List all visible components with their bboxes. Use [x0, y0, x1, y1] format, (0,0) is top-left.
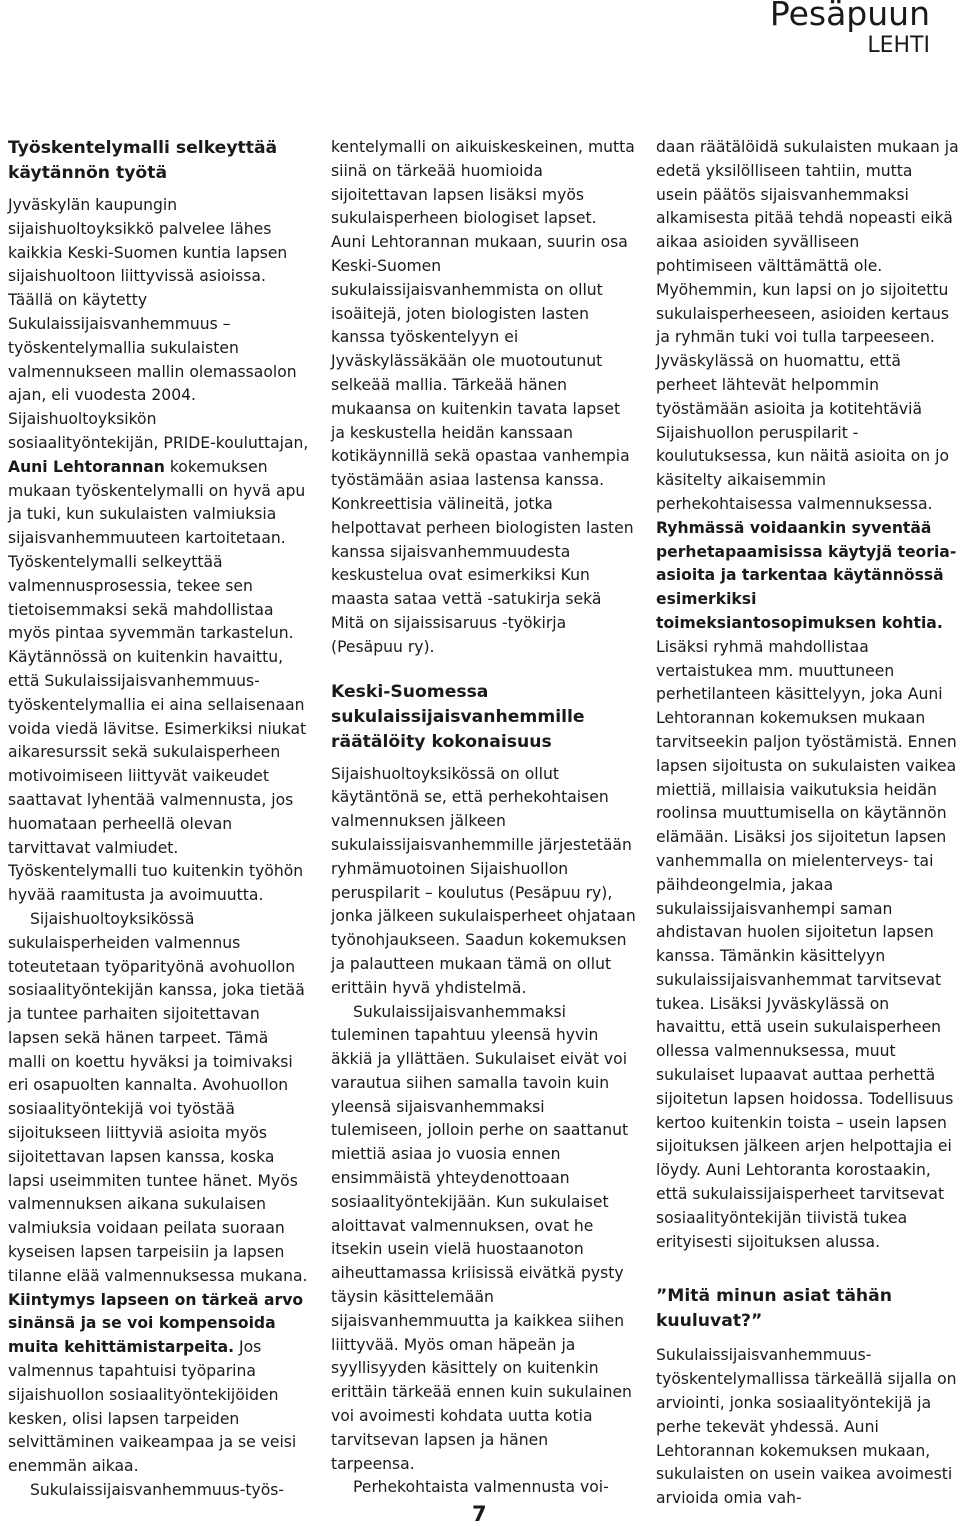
masthead-title: Pesäpuun — [769, 0, 930, 33]
article-heading: Työskentelymalli selkeyttää käytännön työtä — [8, 138, 278, 183]
text: kokemuksen mukaan työskentelymalli on hyvä apu ja tuki, kun sukulaisten valmiuksia sijaisvanhemmuuteen kartoitetaan. Työskentelymalli selkeyttää valmennusprosessia, tekee sen tietoisemmaksi sekä mahdollistaa myös pintaa syvemmän tarkastelun. Käytännössä on kuitenkin havaittu, että Sukulaissijaisvanhemmuus-työskentelymallia ei aina sellaisenaan voida viedä lävitse. Esimerkiksi niukat aikaresurssit sekä sukulaisperheen motivoimiseen liittyvät vaikeudet saattavat lyhentää valmennusta, jos huomataan perheellä olevan tarvittavat valmiudet. Työskentelymalli tuo kuitenkin työhön hyvää raamitusta ja avoimuutta. — [8, 457, 307, 905]
bold-name: Auni Lehtorannan — [8, 457, 165, 476]
text: Sijaishuoltoyksikössä sukulaisperheiden valmennus toteutetaan työparityönä avohuollon sosiaalityöntekijän kanssa, joka tietää ja tuntee parhaiten sijoitettavan lapsen sekä hänen tarpeet. Tämä malli on koettu hyväksi ja toimivaksi eri osapuolten kannalta. Avohuollon sosiaalityöntekijä voi työstää sijoitukseen liittyviä asioita myös sijoitettavan lapsen kanssa, koska lapsi useimmiten tuntee hänet. Myös valmennuksen aikana sukulaisen valmiuksia voidaan peilata suoraan kyseisen lapsen tarpeisiin ja lapsen tilanne elää valmennuksessa mukana. — [8, 909, 308, 1285]
paragraph: Sijaishuoltoyksikössä on ollut käytäntönä se, että perhekohtaisen valmennuksen jälkeen sukulaissijaisvanhemmille järjestetään ryhmämuotoinen Sijaishuollon peruspilarit – koulutus (Pesäpuu ry), jonka jälkeen sukulaisperheet ohjataan työnohjaukseen. Saadun kokemuksen ja palautteen mukaan tämä on ollut erittäin hyvä yhdistelmä. — [331, 764, 636, 997]
paragraph: kentelymalli on aikuiskeskeinen, mutta siinä on tärkeää huomioida sijoitettavan lapsen lisäksi myös sukulaisperheen biologiset lapset. Auni Lehtorannan mukaan, suurin osa Keski-Suomen sukulaissijaisvanhemmista on ollut isoäitejä, joten biologisten lasten kanssa työskentelyyn ei Jyväskylässäkään ole muotoutunut selkeää mallia. Tärkeää hänen mukaansa on kuitenkin tavata lapset ja keskustella heidän kanssaan kotikäynnillä sekä opastaa vanhempia työstämään asiaa lastensa kanssa. Konkreettisia välineitä, jotka helpottavat perheen biologisten lasten kanssa sijaisvanhemmuudesta keskustelua ovat esimerkiksi Kun maasta sataa vettä -satukirja sekä Mitä on sijaissisaruus -työkirja (Pesäpuu ry). — [331, 138, 635, 656]
paragraph: Sukulaissijaisvanhemmuus-työs- — [30, 1481, 285, 1500]
masthead-subtitle: LEHTI — [867, 33, 930, 58]
paragraph: Perhekohtaista valmennusta voi- — [353, 1478, 609, 1497]
section-heading: ”Mitä minun asiat tähän kuuluvat?” — [656, 1286, 892, 1332]
paragraph — [656, 136, 959, 1254]
text: Jyväskylän kaupungin sijaishuoltoyksikkö palvelee lähes kaikkia Keski-Suomen kuntia lapsen sijaishuoltoon liittyvissä asioissa. Täällä on käytetty Sukulaissijaisvanhemmuus – työskentelymallia sukulaisten valmennukseen mallin olemassaolon ajan, eli vuodesta 2004. Sijaishuoltoyksikön sosiaalityöntekijän, PRIDE-kouluttajan, — [8, 196, 309, 452]
column-3 — [656, 136, 959, 1511]
masthead — [770, 0, 930, 59]
bold-emphasis: Kiintymys lapseen on tärkeä arvo sinänsä ja se voi kompensoida muita kehittämistarpeita. — [8, 1290, 304, 1357]
paragraph: Sukulaissijaisvanhemmuus-työskentelymallissa tärkeällä sijalla on arviointi, jonka sosiaalityöntekijä ja perhe tekevät yhdessä. Auni Lehtorannan kokemuksen mukaan, sukulaisten on usein vaikea avoimesti arvioida omia vah- — [656, 1346, 957, 1508]
text: daan räätälöidä sukulaisten mukaan ja edetä yksilölliseen tahtiin, mutta usein päätös sijaisvanhemmaksi alkamisesta pitää tehdä nopeasti eikä aikaa asioiden syvälliseen pohtimiseen välttämättä ole. Myöhemmin, kun lapsi on jo sijoitettu sukulaisperheeseen, asioiden kertaus ja ryhmän tuki voi tulla tarpeeseen. Jyväskylässä on huomattu, että perheet lähtevät helpommin työstämään asioita ja kotitehtäviä Sijaishuollon peruspilarit -koulutuksessa, kun näitä asioita on jo käsitelty aikaisemmin perhekohtaisessa valmennuksessa. — [656, 138, 959, 513]
text: Jos valmennus tapahtuisi työparina sijaishuollon sosiaalityöntekijöiden kesken, olisi lapsen tarpeiden selvittäminen vaikeampaa ja se veisi enemmän aikaa. — [8, 1338, 297, 1476]
paragraph: Sukulaissijaisvanhemmaksi tuleminen tapahtuu yleensä hyvin äkkiä ja yllättäen. Sukulaiset eivät voi varautua siihen samalla tavoin kuin yleensä sijaisvanhemmaksi tulemiseen, jolloin perhe on saattanut miettiä asiaa jo vuosia ennen ensimmäistä yhteydenottoaan sosiaalityöntekijään. Kun sukulaiset aloittavat valmennuksen, ovat he itsekin usein vielä huostaanoton aiheuttamassa kriisissä eivätkä pysty täysin käsittelemään sijaisvanhemmuutta ja kaikkea siihen liittyvää. Myös oman häpeän ja syyllisyyden käsittely on kuitenkin erittäin tärkeää ennen kuin sukulainen voi avoimesti kohdata uutta kotia tarvitsevan lapsen ja hänen tarpeensa. — [331, 1002, 632, 1473]
paragraph — [8, 908, 310, 1479]
bold-emphasis: Ryhmässä voidaankin syventää perhetapaamisissa käytyjä teoria-asioita ja tarkentaa käytännössä esimerkiksi toimeksiantosopimuksen kohtia. — [656, 518, 957, 632]
column-1 — [8, 136, 310, 1503]
text: Lisäksi ryhmä mahdollistaa vertaistukea mm. muuttuneen perhetilanteen käsittelyyn, joka Auni Lehtorannan kokemuksen mukaan tarvitseekin paljon työstämistä. Ennen lapsen sijoitusta on sukulaisten vaikea miettiä, millaisia vaikutuksia heidän roolinsa muuttumisella on käytännön elämään. Lisäksi jos sijoitetun lapsen vanhemmalla on mielenterveys- tai päihdeongelmia, jakaa sukulaissijaisvanhempi saman ahdistavan huolen sijoitetun lapsen kanssa. Tämänkin käsittelyyn sukulaissijaisvanhemmat tarvitsevat tukea. Lisäksi Jyväskylässä on havaittu, että usein sukulaisperheen ollessa valmennuksessa, muut sukulaiset lupaavat auttaa perhettä sijoitetun lapsen hoidossa. Todellisuus kertoo kuitenkin toista – usein lapsen sijoituksen jälkeen arjen helpottajia ei löydy. Auni Lehtoranta korostaakin, että sukulaissijaisperheet tarvitsevat sosiaalityöntekijän tiivistä tukea erityisesti sijoituksen alussa. — [656, 637, 957, 1251]
section-heading: Keski-Suomessa sukulaissijaisvanhemmille räätälöity kokonaisuus — [331, 681, 585, 752]
page-number: 7 — [472, 1502, 487, 1526]
column-2 — [331, 136, 636, 1500]
paragraph — [8, 194, 310, 908]
